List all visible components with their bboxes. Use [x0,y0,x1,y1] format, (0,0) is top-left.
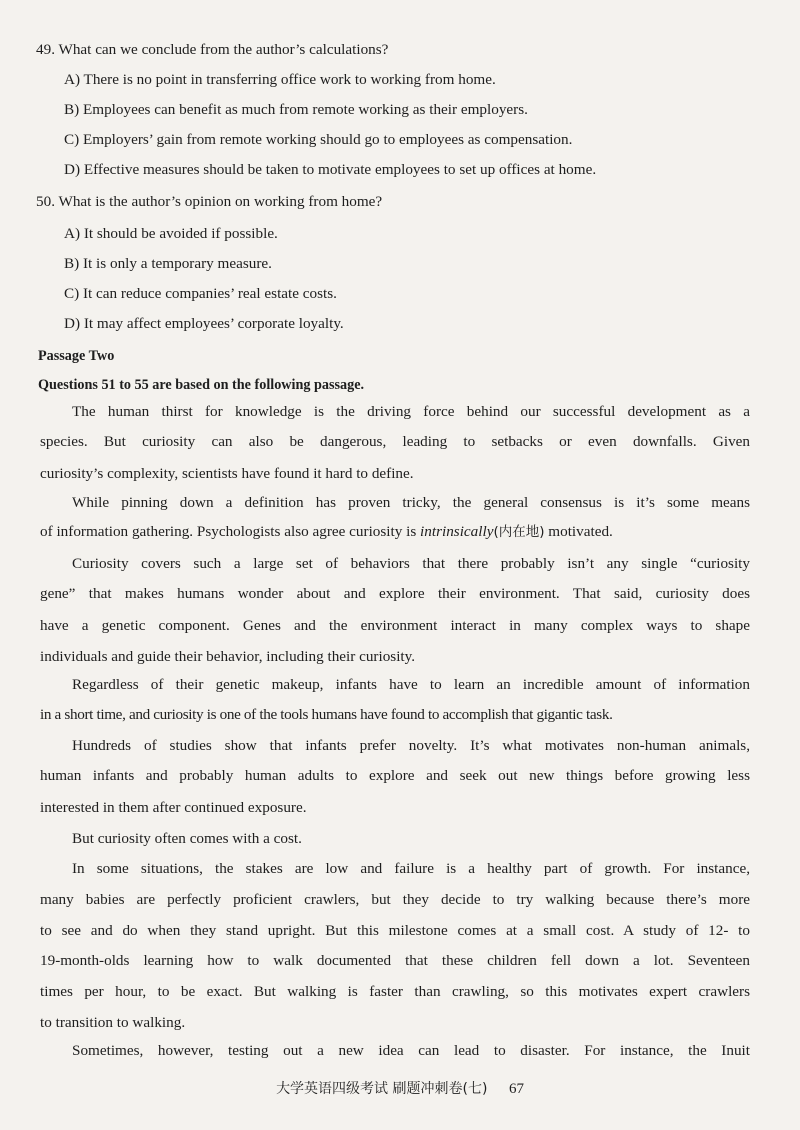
chinese-gloss: (内在地) [493,524,545,540]
passage-text: motivated. [544,523,613,540]
passage-text: of information gathering. Psychologists also agree curiosity is [40,523,421,540]
question-49-stem: 49. What can we conclude from the author’s calculations? [36,41,389,58]
question-49-option-d: D) Effective measures should be taken to motivate employees to set up offices at home. [64,161,597,178]
question-50-option-c: C) It can reduce companies’ real estate costs. [64,285,337,302]
passage-line: Sometimes, however, testing out a new idea can lead to disaster. For instance, the Inuit [72,1042,750,1059]
passage-line: 19-month-olds learning how to walk documented that these children fell down a lot. Seventeen [40,952,750,969]
passage-line: individuals and guide their behavior, including their curiosity. [40,648,416,665]
passage-line: Curiosity covers such a large set of behaviors that there probably isn’t any single “curiosity [72,555,750,572]
passage-line: species. But curiosity can also be dangerous, leading to setbacks or even downfalls. Given [40,433,750,450]
page-footer [0,1078,800,1098]
page-number: 67 [508,1081,524,1097]
passage-line: In some situations, the stakes are low and failure is a healthy part of growth. For instance, [72,860,750,877]
section-title: Passage Two [38,348,115,364]
passage-line: Regardless of their genetic makeup, infants have to learn an incredible amount of information [72,676,750,693]
passage-line: But curiosity often comes with a cost. [72,830,302,847]
section-instruction: Questions 51 to 55 are based on the following passage. [38,377,365,393]
passage-line: many babies are perfectly proficient crawlers, but they decide to try walking because there’s more [40,891,750,908]
passage-line-with-gloss [40,523,613,541]
passage-line: to transition to walking. [40,1014,186,1031]
question-49-option-c: C) Employers’ gain from remote working should go to employees as compensation. [64,131,573,148]
question-49-option-b: B) Employees can benefit as much from remote working as their employers. [64,101,528,118]
footer-title: 大学英语四级考试 刷题冲刺卷(七) [276,1081,488,1097]
passage-line: curiosity’s complexity, scientists have found it hard to define. [40,465,414,482]
passage-line: to see and do when they stand upright. But this milestone comes at a small cost. A study of 12- to [40,922,750,939]
question-49-option-a: A) There is no point in transferring office work to working from home. [64,71,496,88]
question-50-option-b: B) It is only a temporary measure. [64,255,272,272]
question-50-option-a: A) It should be avoided if possible. [64,225,278,242]
question-50-option-d: D) It may affect employees’ corporate loyalty. [64,315,344,332]
question-50-stem: 50. What is the author’s opinion on working from home? [36,193,383,210]
passage-italic-term: intrinsically [420,523,494,540]
passage-line: times per hour, to be exact. But walking is faster than crawling, so this motivates expert crawlers [40,983,750,1000]
passage-line: in a short time, and curiosity is one of the tools humans have found to accomplish that gigantic task. [40,706,613,723]
passage-line: have a genetic component. Genes and the environment interact in many complex ways to shape [40,617,750,634]
passage-line: gene” that makes humans wonder about and explore their environment. That said, curiosity does [40,585,750,602]
passage-line: While pinning down a definition has proven tricky, the general consensus is it’s some means [72,494,750,511]
passage-line: human infants and probably human adults to explore and seek out new things before growing less [40,767,750,784]
passage-line: The human thirst for knowledge is the driving force behind our successful development as a [72,403,750,420]
passage-line: interested in them after continued exposure. [40,799,307,816]
passage-line: Hundreds of studies show that infants prefer novelty. It’s what motivates non-human animals, [72,737,750,754]
